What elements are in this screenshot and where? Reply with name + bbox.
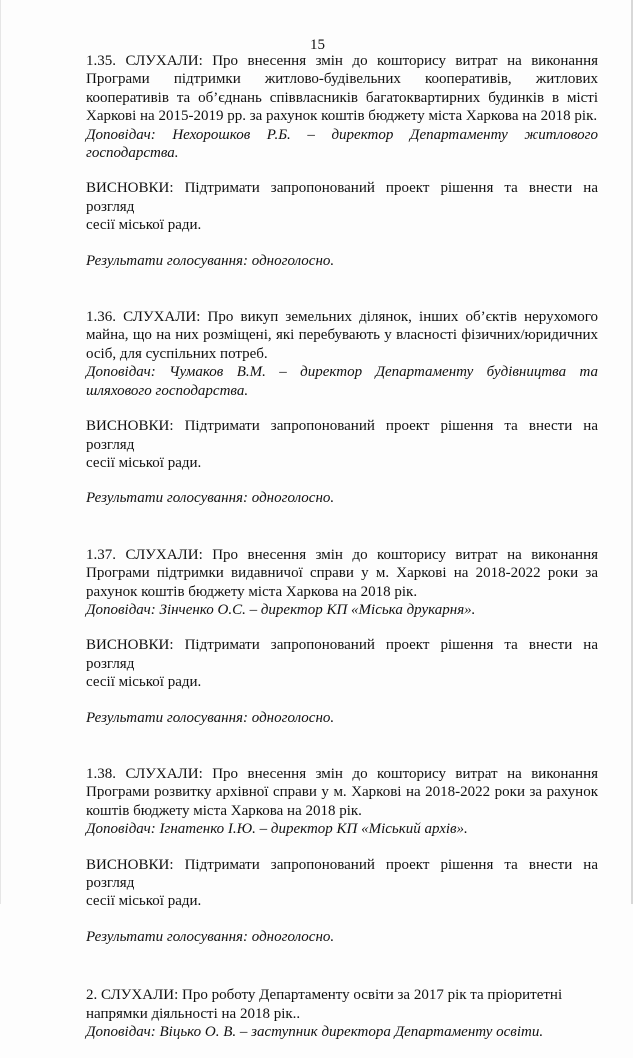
agenda-item-1-37 bbox=[86, 546, 598, 620]
conclusion bbox=[86, 417, 598, 472]
heard-text bbox=[86, 52, 598, 126]
page-content bbox=[86, 52, 598, 1058]
text-line: ВИСНОВКИ: Підтримати запропонований проект рішення та внести на розгляд bbox=[86, 180, 598, 215]
text-line: Програми підтримки видавничої справи у м. Харкові на 2018-2022 роки за bbox=[86, 565, 598, 582]
text-line: сесії міської ради. bbox=[86, 893, 202, 910]
text-line: сесії міської ради. bbox=[86, 674, 202, 691]
text-line: Доповідач: Зінченко О.С. – директор КП «Міська друкарня». bbox=[86, 601, 476, 618]
agenda-item-2 bbox=[86, 986, 598, 1041]
text-line: ВИСНОВКИ: Підтримати запропонований проект рішення та внести на розгляд bbox=[86, 637, 598, 672]
text-line: сесії міської ради. bbox=[86, 217, 202, 234]
speaker bbox=[86, 601, 598, 619]
text-line: ВИСНОВКИ: Підтримати запропонований проект рішення та внести на розгляд bbox=[86, 418, 598, 453]
text-line: майна, що на них розміщені, які перебувають у власності фізичних/юридичних bbox=[86, 327, 598, 344]
agenda-item-1-36 bbox=[86, 308, 598, 400]
text-line: 1.37. СЛУХАЛИ: Про внесення змін до кошторису витрат на виконання bbox=[86, 546, 598, 563]
text-line: шляхового господарства. bbox=[86, 382, 249, 399]
text-line: сесії міської ради. bbox=[86, 454, 202, 471]
speaker bbox=[86, 126, 598, 163]
vote-result: Результати голосування: одноголосно. bbox=[86, 928, 335, 945]
text-line: 2. СЛУХАЛИ: Про роботу Департаменту освіти за 2017 рік та пріоритетні bbox=[86, 987, 563, 1004]
vote-result: Результати голосування: одноголосно. bbox=[86, 709, 335, 726]
speaker bbox=[86, 1023, 598, 1041]
heard-text bbox=[86, 986, 598, 1023]
agenda-item-1-35 bbox=[86, 52, 598, 162]
text-line: напрямки діяльності на 2018 рік.. bbox=[86, 1005, 301, 1022]
text-line: осіб, для суспільних потреб. bbox=[86, 345, 268, 362]
conclusion bbox=[86, 179, 598, 234]
text-line: рахунок коштів бюджету міста Харкова на 2018 рік. bbox=[86, 583, 418, 600]
text-line: Доповідач: Нехорошков Р.Б. – директор Департаменту житлового bbox=[86, 126, 598, 143]
text-line: Доповідач: Віцько О. В. – заступник директора Департаменту освіти. bbox=[86, 1024, 544, 1041]
text-line: кооперативів та об’єднань співвласників багатоквартирних будинків в місті bbox=[86, 89, 598, 106]
text-line: 1.38. СЛУХАЛИ: Про внесення змін до кошторису витрат на виконання bbox=[86, 765, 598, 782]
page-number: 15 bbox=[310, 37, 325, 53]
text-line: коштів бюджету міста Харкова на 2018 рік. bbox=[86, 802, 362, 819]
vote-result: Результати голосування: одноголосно. bbox=[86, 252, 335, 269]
text-line: 1.36. СЛУХАЛИ: Про викуп земельних ділянок, інших об’єктів нерухомого bbox=[86, 309, 598, 326]
text-line: Харкові на 2015-2019 рр. за рахунок коштів бюджету міста Харкова на 2018 рік. bbox=[86, 108, 598, 125]
vote-result: Результати голосування: одноголосно. bbox=[86, 490, 335, 507]
text-line: Доповідач: Чумаков В.М. – директор Департаменту будівництва та bbox=[86, 364, 598, 381]
text-line: господарства. bbox=[86, 145, 179, 162]
conclusion bbox=[86, 636, 598, 691]
text-line: 1.35. СЛУХАЛИ: Про внесення змін до кошторису витрат на виконання bbox=[86, 53, 598, 69]
text-line: Доповідач: Ігнатенко І.Ю. – директор КП «Міський архів». bbox=[86, 821, 468, 838]
text-line: Програми розвитку архівної справи у м. Харкові на 2018-2022 роки за рахунок bbox=[86, 784, 598, 801]
text-line: ВИСНОВКИ: Підтримати запропонований проект рішення та внести на розгляд bbox=[86, 856, 598, 891]
agenda-item-1-38 bbox=[86, 765, 598, 839]
heard-text bbox=[86, 546, 598, 601]
text-line: Програми підтримки житлово-будівельних кооперативів, житлових bbox=[86, 71, 598, 88]
speaker bbox=[86, 363, 598, 400]
speaker bbox=[86, 820, 598, 838]
heard-text bbox=[86, 765, 598, 820]
heard-text bbox=[86, 308, 598, 363]
conclusion bbox=[86, 856, 598, 911]
